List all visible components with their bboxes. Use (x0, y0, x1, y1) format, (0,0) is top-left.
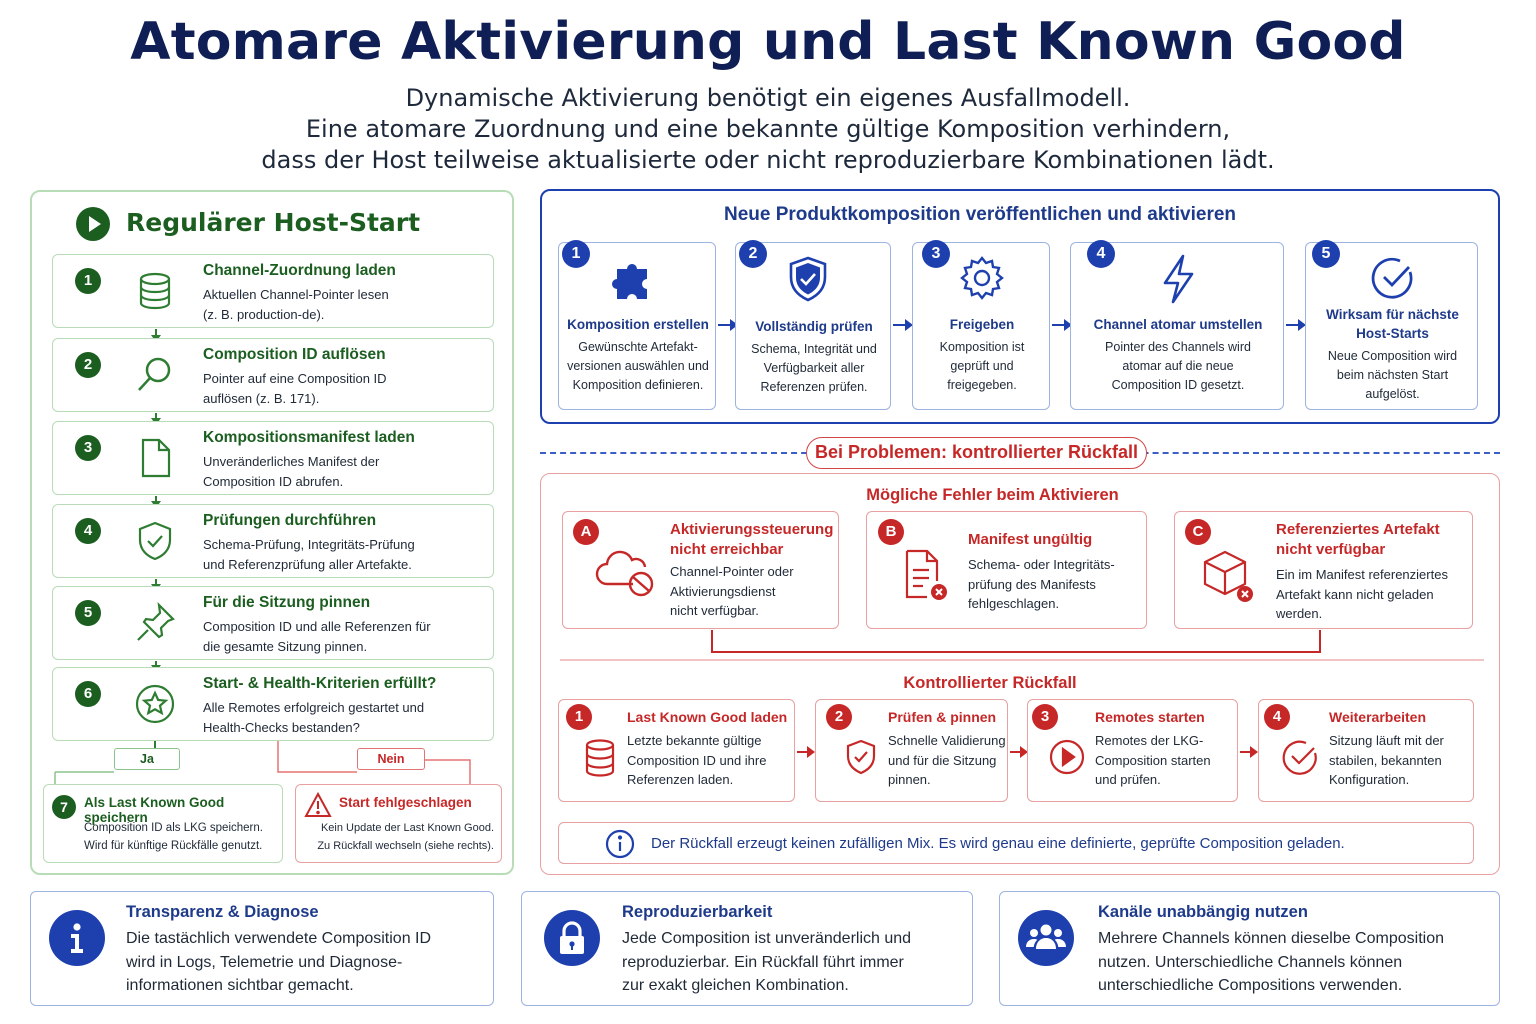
step-title: Für die Sitzung pinnen (203, 594, 371, 611)
page-title: Atomare Aktivierung und Last Known Good (130, 12, 1406, 72)
info-icon (605, 829, 635, 859)
step-text: Aktuellen Channel-Pointer lesen (z. B. production-de). (203, 287, 389, 322)
benefit-title: Reproduzierbarkeit (622, 903, 773, 921)
benefit-text: Jede Composition ist unveränderlich und reproduzierbar. Ein Rückfall führt immer zur exakt gleichen Kombination. (622, 930, 912, 994)
host-step-1 (52, 254, 494, 328)
benefit-text: Die tastächlich verwendete Composition ID wird in Logs, Telemetrie und Diagnose- informationen sichtbar gemacht. (126, 930, 432, 994)
step-text: Pointer des Channels wird atomar auf die neue Composition ID gesetzt. (1105, 340, 1251, 392)
host-start-title: Regulärer Host-Start (126, 208, 421, 237)
error-letter: A (573, 519, 599, 545)
step-title: Vollständig prüfen (755, 319, 873, 334)
benefit-text: Mehrere Channels können dieselbe Composition nutzen. Unterschiedliche Channels können unterschiedliche Compositions verwenden. (1098, 930, 1444, 994)
flow-arrow (155, 661, 157, 666)
shield-check-icon (133, 519, 177, 563)
step-text: Composition ID und alle Referenzen für die gesamte Sitzung pinnen. (203, 619, 431, 654)
step-number: 2 (739, 240, 767, 268)
fallback-info-bar (558, 822, 1474, 864)
shield-check-icon (786, 255, 830, 305)
error-text: Channel-Pointer oder Aktivierungsdienst nicht verfügbar. (670, 564, 794, 618)
flow-arrow (1286, 324, 1300, 326)
host-step-6 (52, 667, 494, 741)
database-icon (133, 269, 177, 313)
fail-title: Start fehlgeschlagen (339, 795, 472, 810)
step-title: Freigeben (949, 317, 1015, 332)
box-error-icon (1201, 548, 1257, 606)
host-step-5 (52, 586, 494, 660)
star-badge-icon (133, 682, 177, 726)
step-title: Komposition erstellen (567, 317, 709, 332)
start-failed-box (295, 784, 502, 863)
subtitle-line-1: Dynamische Aktivierung benötigt ein eigenes Ausfallmodell. (405, 84, 1131, 112)
flow-arrow (718, 324, 732, 326)
step-text: Neue Composition wird beim nächsten Start aufgelöst. (1327, 349, 1458, 401)
step-text: Schema, Integrität und Verfügbarkeit aller Referenzen prüfen. (751, 342, 877, 394)
database-icon (583, 738, 617, 778)
fallback-step-title: Prüfen & pinnen (888, 709, 997, 725)
fallback-step-title: Last Known Good laden (627, 709, 788, 725)
step-number: 1 (562, 240, 590, 268)
error-text: Schema- oder Integritäts- prüfung des Manifests fehlgeschlagen. (968, 557, 1115, 611)
host-step-4 (52, 504, 494, 578)
step-title: Channel-Zuordnung laden (203, 262, 396, 279)
lightning-icon (1155, 253, 1201, 305)
step-title: Composition ID auflösen (203, 346, 386, 363)
step-number: 3 (75, 435, 101, 461)
flow-arrow (155, 329, 157, 336)
lkg-title: Als Last Known Good speichern (84, 795, 225, 825)
search-icon (133, 353, 177, 397)
fallback-pill: Bei Problemen: kontrollierter Rückfall (806, 437, 1147, 469)
publish-step-1 (558, 242, 716, 410)
error-b (866, 511, 1147, 629)
subtitle-line-2: Eine atomare Zuordnung und eine bekannte gültige Komposition verhindern, (305, 115, 1231, 143)
step-text: Gewünschte Artefakt- versionen auswählen und Komposition definieren. (567, 340, 709, 392)
fallback-info-text: Der Rückfall erzeugt keinen zufälligen Mix. Es wird genau eine definierte, geprüfte Composition geladen. (651, 835, 1345, 852)
error-title: Aktivierungssteuerung nicht erreichbar (670, 521, 834, 558)
error-a (562, 511, 839, 629)
fallback-step-text: Schnelle Validierung und für die Sitzung pinnen. (888, 733, 1006, 787)
lock-icon (544, 910, 600, 966)
step-number: 2 (75, 352, 101, 378)
error-c (1174, 511, 1473, 629)
step-number: 4 (1264, 704, 1290, 730)
fallback-step-3 (1027, 699, 1238, 802)
step-title: Start- & Health-Kriterien erfüllt? (203, 675, 437, 692)
flow-arrow (155, 413, 157, 419)
flow-arrow (893, 324, 907, 326)
lkg-text: Composition ID als LKG speichern. Wird für künftige Rückfälle genutzt. (84, 822, 263, 852)
error-title: Manifest ungültig (968, 531, 1093, 548)
fallback-step-text: Sitzung läuft mit der stabilen, bekannten Konfiguration. (1329, 733, 1444, 787)
document-icon (133, 436, 177, 480)
step-number: 3 (1032, 704, 1058, 730)
puzzle-icon (609, 257, 665, 305)
fallback-step-1 (558, 699, 795, 802)
error-text: Ein im Manifest referenziertes Artefakt kann nicht geladen werden. (1276, 567, 1448, 621)
cloud-off-icon (593, 544, 657, 600)
step-number: 1 (75, 268, 101, 294)
flow-arrow (1052, 324, 1066, 326)
step-title: Channel atomar umstellen (1093, 317, 1263, 332)
no-label: Nein (357, 748, 425, 770)
host-step-2 (52, 338, 494, 412)
errors-title: Mögliche Fehler beim Aktivieren (866, 486, 1119, 504)
gear-icon (959, 255, 1005, 301)
users-icon (1018, 910, 1074, 966)
pin-icon (133, 601, 177, 645)
step-text: Pointer auf eine Composition ID auflösen (z. B. 171). (203, 371, 387, 406)
step-text: Schema-Prüfung, Integritäts-Prüfung und Referenzprüfung aller Artefakte. (203, 537, 415, 572)
warning-icon (304, 792, 332, 818)
error-title: Referenziertes Artefakt nicht verfügbar (1276, 521, 1440, 558)
step-number: 1 (566, 704, 592, 730)
fallback-title: Kontrollierter Rückfall (903, 674, 1077, 692)
fallback-step-title: Weiterarbeiten (1329, 709, 1426, 725)
subtitle-line-3: dass der Host teilweise aktualisierte oder nicht reproduzierbare Kombinationen lädt. (261, 146, 1275, 174)
step-number: 5 (1312, 240, 1340, 268)
step-text: Alle Remotes erfolgreich gestartet und Health-Checks bestanden? (203, 700, 425, 735)
publish-step-2 (735, 242, 891, 410)
benefit-channels (999, 891, 1500, 1006)
shield-check-icon (844, 738, 878, 776)
benefit-reproducibility (521, 891, 973, 1006)
error-letter: B (878, 519, 904, 545)
flow-arrow (797, 751, 809, 753)
check-circle-icon (1281, 738, 1319, 776)
flow-arrow (155, 496, 157, 502)
fallback-step-4 (1258, 699, 1474, 802)
error-bracket (540, 620, 1500, 670)
play-icon (76, 207, 110, 241)
step-number: 6 (75, 681, 101, 707)
step-number: 4 (75, 518, 101, 544)
step-number: 4 (1087, 240, 1115, 268)
step-number: 2 (826, 704, 852, 730)
step-number: 5 (75, 600, 101, 626)
step-text: Unveränderliches Manifest der Composition ID abrufen. (203, 454, 380, 489)
flow-arrow (155, 579, 157, 585)
flow-arrow (1240, 751, 1252, 753)
publish-title: Neue Produktkomposition veröffentlichen und aktivieren (723, 204, 1237, 225)
fail-text: Kein Update der Last Known Good. Zu Rückfall wechseln (siehe rechts). (317, 822, 494, 852)
step-number: 7 (52, 795, 76, 819)
step-number: 3 (922, 240, 950, 268)
benefit-title: Kanäle unabbängig nutzen (1098, 903, 1308, 921)
check-circle-icon (1370, 255, 1416, 301)
error-letter: C (1185, 519, 1211, 545)
yes-label: Ja (114, 748, 180, 770)
save-lkg-box (43, 784, 283, 863)
host-step-3 (52, 421, 494, 495)
document-error-icon (901, 548, 951, 604)
fallback-step-text: Remotes der LKG- Composition starten und prüfen. (1095, 733, 1211, 787)
publish-step-5 (1305, 242, 1478, 410)
step-title: Kompositionsmanifest laden (203, 429, 415, 446)
fallback-step-text: Letzte bekannte gültige Composition ID und ihre Referenzen laden. (627, 733, 767, 787)
fallback-step-title: Remotes starten (1095, 709, 1205, 725)
play-circle-icon (1048, 738, 1086, 776)
flow-arrow (1010, 751, 1022, 753)
info-icon (49, 910, 105, 966)
step-title: Wirksam für nächste Host-Starts (1326, 307, 1459, 341)
benefit-title: Transparenz & Diagnose (126, 903, 319, 921)
step-text: Komposition ist geprüft und freigegeben. (939, 340, 1025, 392)
step-title: Prüfungen durchführen (203, 512, 377, 529)
benefit-transparency (30, 891, 494, 1006)
